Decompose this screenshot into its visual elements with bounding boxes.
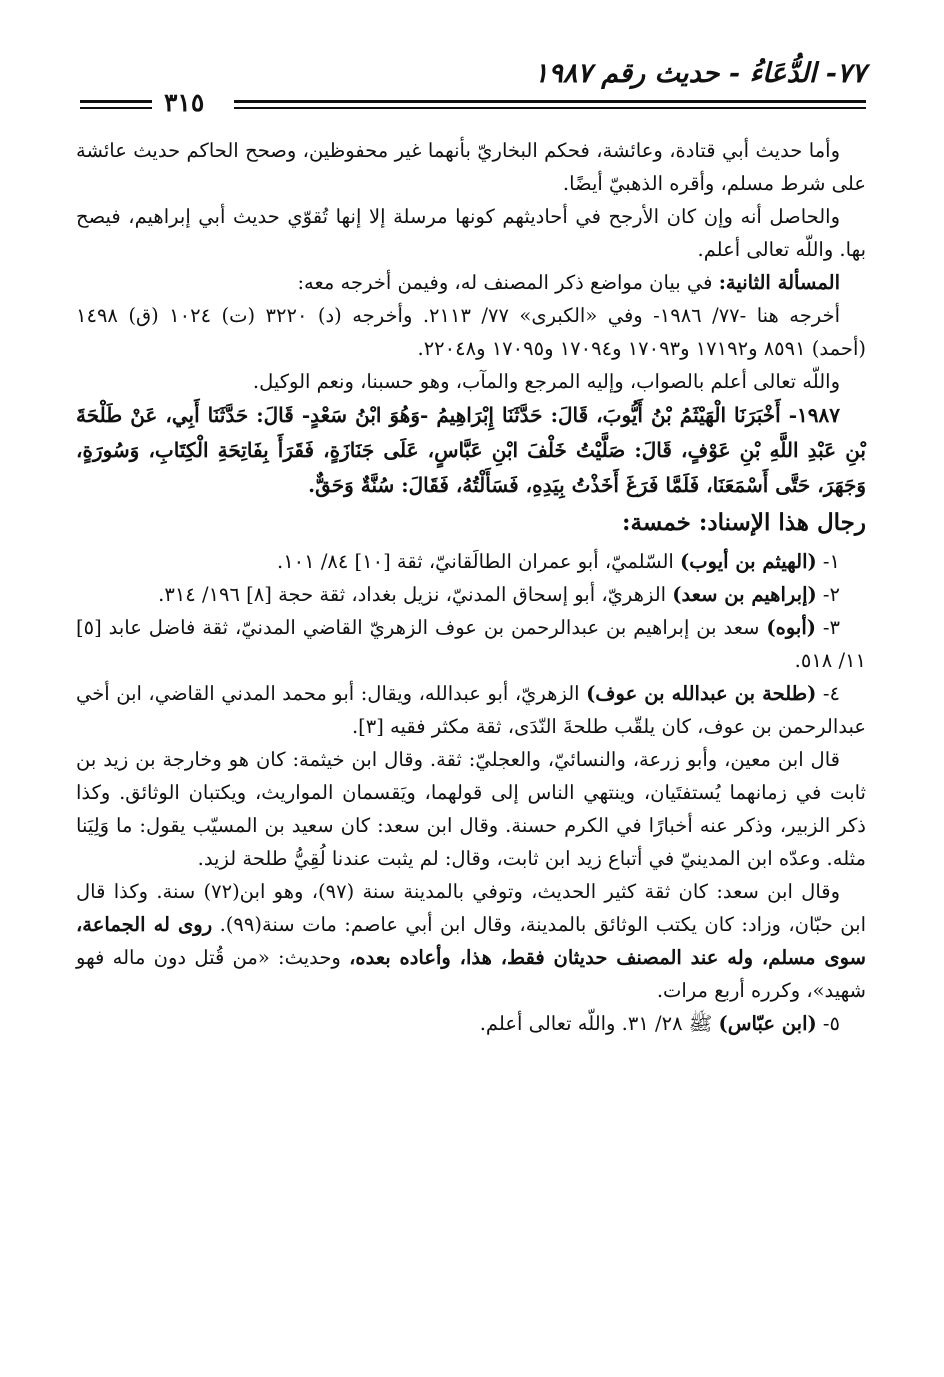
note-emphasis: روى له الجماعة، سوى مسلم، وله عند المصنف حديثان فقط، هذا، وأعاده بعده، <box>76 913 866 969</box>
hadith-text: ١٩٨٧- أَخْبَرَنَا الْهَيْثَمُ بْنُ أَيُّوبَ، قَالَ: حَدَّثَنَا إِبْرَاهِيمُ -وَهُوَ ابْنُ سَعْدٍ- قَالَ: حَدَّثَنَا أَبِي، عَنْ طَلْحَةَ بْنِ عَبْدِ اللَّهِ بْنِ عَوْفٍ، قَالَ: صَلَّيْتُ خَلْفَ ابْنِ عَبَّاسٍ، عَلَى جَنَازَةٍ، فَقَرَأَ بِفَاتِحَةِ الْكِتَابِ، وَسُورَةٍ، وَجَهَرَ، حَتَّى أَسْمَعَنَا، فَلَمَّا فَرَغَ أَخَذْتُ بِيَدِهِ، فَسَأَلْتُهُ، فَقَالَ: سُنَّةٌ وَحَقٌّ. <box>76 403 866 497</box>
note-text: وقال ابن سعد: كان ثقة كثير الحديث، وتوفي بالمدينة سنة (٩٧)، وهو ابن(٧٢) سنة. وكذا قال ابن حبّان، وزاد: كان يكتب الوثائق بالمدينة، وقال ابن أبي عاصم: مات سنة(٩٩). <box>76 880 866 936</box>
issue-text: في بيان مواضع ذكر المصنف له، وفيمن أخرجه معه: <box>297 271 719 294</box>
narrator-entry <box>76 677 866 743</box>
takhrij-paragraph: أخرجه هنا -٧٧/ ١٩٨٦- وفي «الكبرى» ٧٧/ ٢١١٣. وأخرجه (د) ٣٢٢٠ (ت) ١٠٢٤ (ق) ١٤٩٨ (أحمد) ٨٥٩١ و١٧١٩٢ و١٧٠٩٣ و١٧٠٩٤ و١٧٠٩٥ و٢٢٠٤٨. <box>76 304 866 360</box>
narrator-name: (الهيثم بن أيوب) <box>680 550 817 573</box>
narrator-entry <box>76 578 866 611</box>
narrator-description: ٢٨/ ٣١. واللّه تعالى أعلم. <box>479 1012 683 1035</box>
page-number: ٣١٥ <box>164 88 205 117</box>
narrator-name: (طلحة بن عبدالله بن عوف) <box>586 682 817 705</box>
page-header <box>80 58 866 118</box>
narrator-description: الزهريّ، أبو عبدالله، ويقال: أبو محمد المدني القاضي، ابن أخي عبدالرحمن بن عوف، كان يلقّب طلحةَ النّدَى، ثقة مكثر فقيه [٣]. <box>76 682 866 738</box>
narrator-number: ١- <box>816 550 840 573</box>
narrator-number: ٢- <box>816 583 840 606</box>
narrator-note <box>76 875 866 1007</box>
paragraph: والحاصل أنه وإن كان الأرجح في أحاديثهم كونها مرسلة إلا إنها تُقوّي حديث أبي إبراهيم، فيصح بها. واللّه تعالى أعلم. <box>76 205 866 261</box>
header-rule-short <box>80 100 152 109</box>
paragraph: وأما حديث أبي قتادة، وعائشة، فحكم البخاريّ بأنهما غير محفوظين، وصحح الحاكم حديث عائشة على شرط مسلم، وأقره الذهبيّ أيضًا. <box>76 139 866 195</box>
honorific-glyph: ﷺ <box>682 1012 719 1035</box>
narrator-name: (أبوه) <box>766 616 816 639</box>
narrator-description: سعد بن إبراهيم بن عبدالرحمن بن عوف الزهريّ القاضي المدنيّ، ثقة فاضل عابد [٥] ١١/ ٥١٨. <box>76 616 866 672</box>
narrator-name: (ابن عبّاس) <box>718 1012 817 1035</box>
issue-label: المسألة الثانية: <box>718 271 840 294</box>
narrator-name: (إبراهيم بن سعد) <box>672 583 817 606</box>
narrator-entry <box>76 1007 866 1040</box>
narrator-note: قال ابن معين، وأبو زرعة، والنسائيّ، والعجليّ: ثقة. وقال ابن خيثمة: كان هو وخارجة بن زيد بن ثابت في زمانهما يُستفتَيان، وينتهي الناس إلى قولهما، ويَقسمان المواريث، ويكتبان الوثائق. وكذا ذكر الزبير، وذكر عنه أخبارًا في الكرم حسنة. وقال ابن سعد: كان سعيد بن المسيّب يقول: ما وَلِيَنا مثله. وعدّه ابن المدينيّ في أتباع زيد ابن ثابت، وقال: لم يثبت عندنا لُقِيُّ طلحة لزيد. <box>76 748 866 870</box>
narrator-number: ٣- <box>816 616 840 639</box>
note-text: وحديث: «من قُتل دون ماله فهو شهيد»، وكرره أربع مرات. <box>76 946 866 1002</box>
header-rule <box>234 100 866 109</box>
page-body <box>76 134 866 1040</box>
narrator-entry <box>76 545 866 578</box>
paragraph <box>76 266 866 299</box>
narrator-number: ٤- <box>816 682 840 705</box>
narrator-entry <box>76 611 866 677</box>
narrator-description: السّلميّ، أبو عمران الطالَقانيّ، ثقة [١٠] ٨٤/ ١٠١. <box>277 550 681 573</box>
section-heading: رجال هذا الإسناد: خمسة: <box>622 509 866 536</box>
chapter-title: ٧٧- الدُّعَاءُ - حديث رقم ١٩٨٧ <box>533 58 866 89</box>
paragraph: واللّه تعالى أعلم بالصواب، وإليه المرجع والمآب، وهو حسبنا، ونعم الوكيل. <box>252 370 840 393</box>
narrator-number: ٥- <box>816 1012 840 1035</box>
narrator-description: الزهريّ، أبو إسحاق المدنيّ، نزيل بغداد، ثقة حجة [٨] ١٩٦/ ٣١٤. <box>158 583 673 606</box>
